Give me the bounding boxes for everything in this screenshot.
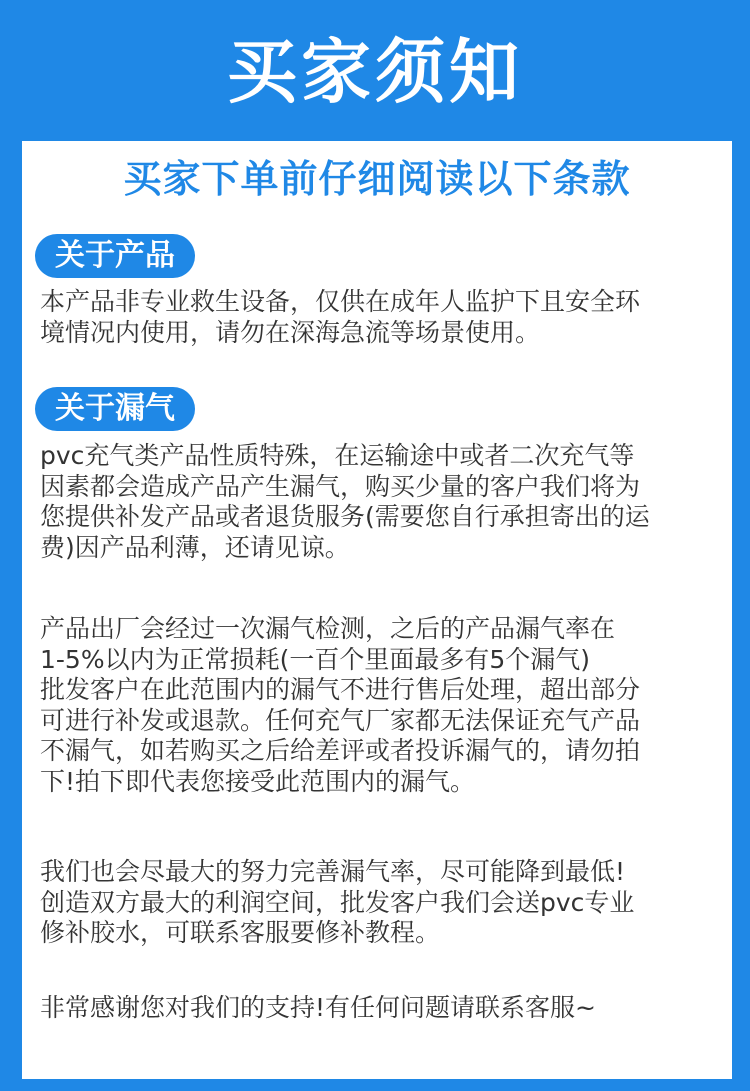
text-line: pvc充气类产品性质特殊，在运输途中或者二次充气等 [40,441,635,470]
text-line: 费)因产品利薄，还请见谅。 [40,532,350,562]
text-line: 本产品非专业救生设备，仅供在成年人监护下且安全环 [40,287,641,316]
section-text-product [40,287,728,348]
section-badge-leak: 关于漏气 [35,387,195,431]
text-line: 因素都会造成产品产生漏气，购买少量的客户我们将为 [40,471,641,501]
text-line: 您提供补发产品或者退货服务(需要您自行承担寄出的运 [40,502,650,531]
text-line: 非常感谢您对我们的支持!有任何问题请联系客服~ [40,993,596,1022]
text-line: 1-5%以内为正常损耗(一百个里面最多有5个漏气) [40,644,591,674]
text-line: 我们也会尽最大的努力完善漏气率，尽可能降到最低! [40,857,626,886]
text-line: 产品出厂会经过一次漏气检测，之后的产品漏气率在 [40,614,616,643]
text-line: 批发客户在此范围内的漏气不进行售后处理，超出部分 [40,675,641,704]
paragraph-effort [40,857,728,949]
text-line: 境情况内使用，请勿在深海急流等场景使用。 [40,317,541,347]
section-text-leak [40,441,728,563]
text-line: 下!拍下即代表您接受此范围内的漏气。 [40,766,476,796]
notice-subtitle: 买家下单前仔细阅读以下条款 [123,157,631,201]
text-line: 修补胶水，可联系客服要修补教程。 [40,918,441,947]
text-line: 可进行补发或退款。任何充气厂家都无法保证充气产品 [40,705,641,735]
paragraph-leak-rate [40,614,728,797]
text-line: 不漏气，如若购买之后给差评或者投诉漏气的，请勿拍 [40,736,641,765]
page-title: 买家须知 [227,31,523,113]
notice-panel [22,141,732,1079]
paragraph-thanks [40,993,728,1024]
section-badge-product: 关于产品 [35,234,195,278]
text-line: 创造双方最大的利润空间，批发客户我们会送pvc专业 [40,887,635,917]
